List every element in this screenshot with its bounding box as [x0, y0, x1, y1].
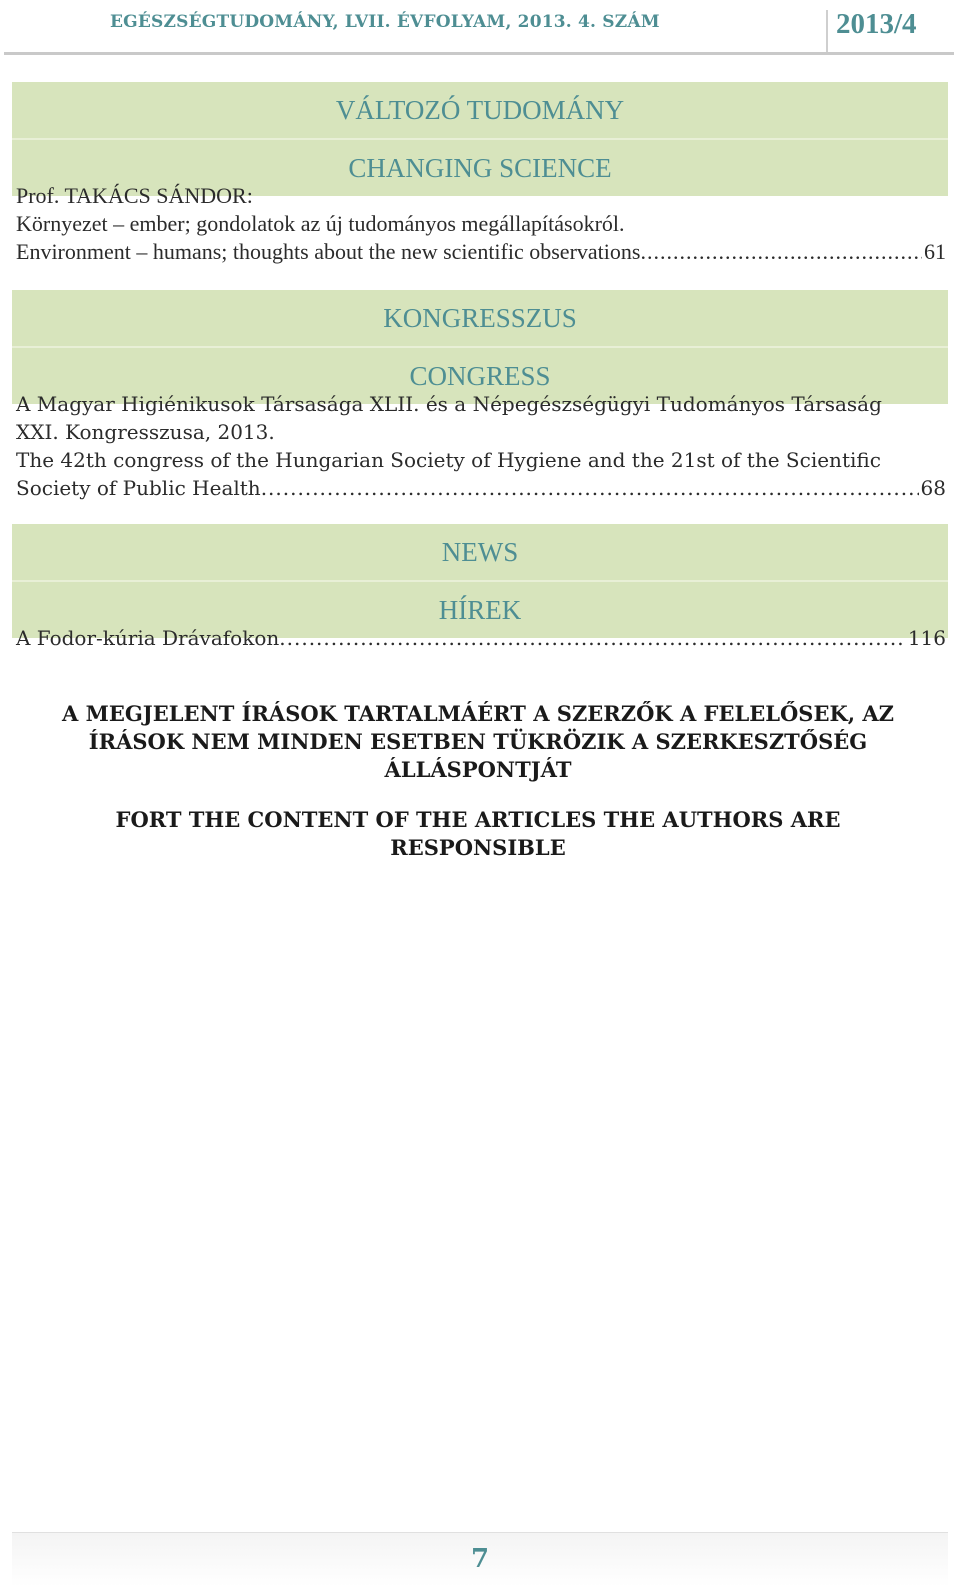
- entry-title-en-line: [16, 238, 946, 266]
- disclaimer-line: FORT THE CONTENT OF THE ARTICLES THE AUTHORS ARE: [115, 807, 841, 832]
- section-heading-congress: [12, 290, 948, 404]
- entry-title-hu: Környezet – ember; gondolatok az új tudományos megállapításokról.: [16, 211, 625, 236]
- entry-line: [16, 624, 946, 652]
- header-divider: [826, 10, 828, 52]
- section-title-en: CHANGING SCIENCE: [348, 152, 612, 183]
- disclaimer-line: ÍRÁSOK NEM MINDEN ESETBEN TÜKRÖZIK A SZERKESZTŐSÉG: [88, 729, 868, 754]
- section-title-hu: VÁLTOZÓ TUDOMÁNY: [12, 82, 948, 140]
- entry-title: A Fodor-kúria Drávafokon: [16, 626, 280, 650]
- toc-entry-changing-science[interactable]: [16, 182, 946, 266]
- disclaimer-line: RESPONSIBLE: [390, 835, 566, 860]
- toc-entry-news[interactable]: [16, 624, 946, 652]
- entry-page: 68: [920, 476, 946, 500]
- disclaimer-hu: [16, 700, 940, 784]
- running-header: [4, 4, 954, 55]
- issue-number: 2013/4: [836, 8, 917, 40]
- page-number: 7: [470, 1544, 490, 1574]
- journal-title: EGÉSZSÉGTUDOMÁNY, LVII. ÉVFOLYAM, 2013. 4. SZÁM: [110, 12, 660, 32]
- entry-page: 61: [924, 239, 946, 264]
- entry-author: Prof. TAKÁCS SÁNDOR:: [16, 183, 253, 208]
- entry-line: XXI. Kongresszusa, 2013.: [16, 420, 275, 444]
- section-heading-news: [12, 524, 948, 638]
- section-title-hu: KONGRESSZUS: [12, 290, 948, 348]
- toc-entry-congress[interactable]: [16, 390, 946, 502]
- entry-last-line: [16, 474, 946, 502]
- leader-dots: [640, 238, 922, 266]
- section-heading-changing-science: [12, 82, 948, 196]
- entry-page: 116: [907, 626, 946, 650]
- entry-title-en: Environment – humans; thoughts about the new scientific observations: [16, 239, 641, 264]
- leader-dots: [261, 474, 919, 502]
- disclaimer-line: ÁLLÁSPONTJÁT: [384, 757, 572, 782]
- leader-dots: [279, 624, 906, 652]
- disclaimer-en: [16, 806, 940, 862]
- entry-line: A Magyar Higiénikusok Társasága XLII. és a Népegészségügyi Tudományos Társaság: [16, 392, 882, 416]
- entry-line: Society of Public Health: [16, 476, 261, 500]
- section-title-en: CONGRESS: [409, 360, 551, 391]
- section-title-en: HÍREK: [438, 594, 522, 625]
- disclaimer-line: A MEGJELENT ÍRÁSOK TARTALMÁÉRT A SZERZŐK A FELELŐSEK, AZ: [62, 701, 894, 726]
- section-title-hu: NEWS: [12, 524, 948, 582]
- entry-line: The 42th congress of the Hungarian Society of Hygiene and the 21st of the Scientific: [16, 448, 881, 472]
